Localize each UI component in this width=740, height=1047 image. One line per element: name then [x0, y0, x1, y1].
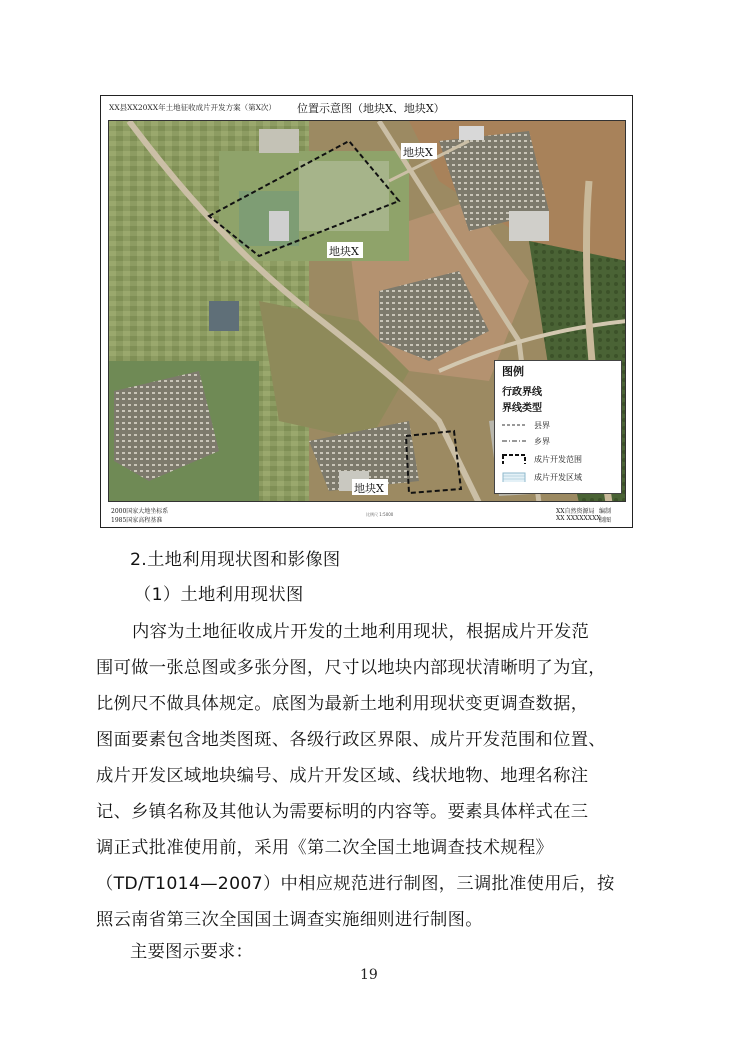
location-map-figure	[100, 95, 633, 528]
map-header	[101, 96, 632, 120]
development-scope-symbol	[502, 454, 526, 464]
legend-item-development-scope: 成片开发范围	[502, 451, 620, 467]
county-boundary-symbol	[502, 420, 526, 430]
map-date: XX XXXXXXXX	[556, 515, 601, 522]
legend-admin-title: 行政界线	[502, 387, 542, 398]
plot-label-2: 地块X	[329, 245, 359, 258]
development-area-symbol	[502, 472, 526, 482]
sub-heading: （1）土地利用现状图	[134, 585, 304, 605]
body-line-9: 照云南省第三次全国国土调查实施细则进行制图。	[96, 910, 483, 930]
body-line-6: 记、乡镇名称及其他认为需要标明的内容等。要素具体样式在三	[96, 802, 589, 822]
body-line-7: 调正式批准使用前，采用《第二次全国土地调查技术规程》	[96, 838, 554, 858]
drafter-role: 制图	[599, 517, 612, 524]
compiler-role: 编制	[599, 508, 612, 515]
section-heading: 2.土地利用现状图和影像图	[130, 550, 341, 570]
plot-label-1: 地块X	[403, 146, 433, 159]
legend-item-development-area: 成片开发区域	[502, 469, 620, 485]
compiler-org: XX自然资源局	[556, 508, 595, 515]
body-line-10: 主要图示要求：	[130, 942, 254, 962]
legend-item-township-boundary: 乡界	[502, 433, 620, 449]
elevation-datum: 1985国家高程基准	[111, 517, 163, 524]
body-line-8: （TD/T1014—2007）中相应规范进行制图，三调批准使用后，按	[96, 874, 615, 894]
legend-line-type-title: 界线类型	[502, 403, 542, 414]
legend-item-county-boundary: 县界	[502, 417, 620, 433]
legend-title: 图例	[502, 365, 524, 378]
body-line-4: 图面要素包含地类图斑、各级行政区界限、成片开发范围和位置、	[96, 730, 606, 750]
body-line-5: 成片开发区域地块编号、成片开发区域、线状地物、地理名称注	[96, 766, 589, 786]
plot-label-3: 地块X	[354, 482, 384, 495]
map-footer	[101, 504, 632, 528]
body-line-1: 内容为土地征收成片开发的土地利用现状，根据成片开发范	[132, 622, 590, 642]
map-title: 位置示意图（地块X、地块X）	[297, 102, 445, 115]
coordinate-system: 2000国家大地坐标系	[111, 508, 169, 515]
page-number: 19	[360, 967, 378, 983]
township-boundary-symbol	[502, 436, 526, 446]
scale-note: 比例尺 1:5000	[366, 512, 394, 517]
map-legend	[494, 360, 622, 494]
map-subtitle: XX县XX20XX年土地征收成片开发方案（第X次）	[109, 103, 276, 112]
body-line-2: 围可做一张总图或多张分图，尺寸以地块内部现状清晰明了为宜，	[96, 658, 606, 678]
body-line-3: 比例尺不做具体规定。底图为最新土地利用现状变更调查数据，	[96, 694, 589, 714]
